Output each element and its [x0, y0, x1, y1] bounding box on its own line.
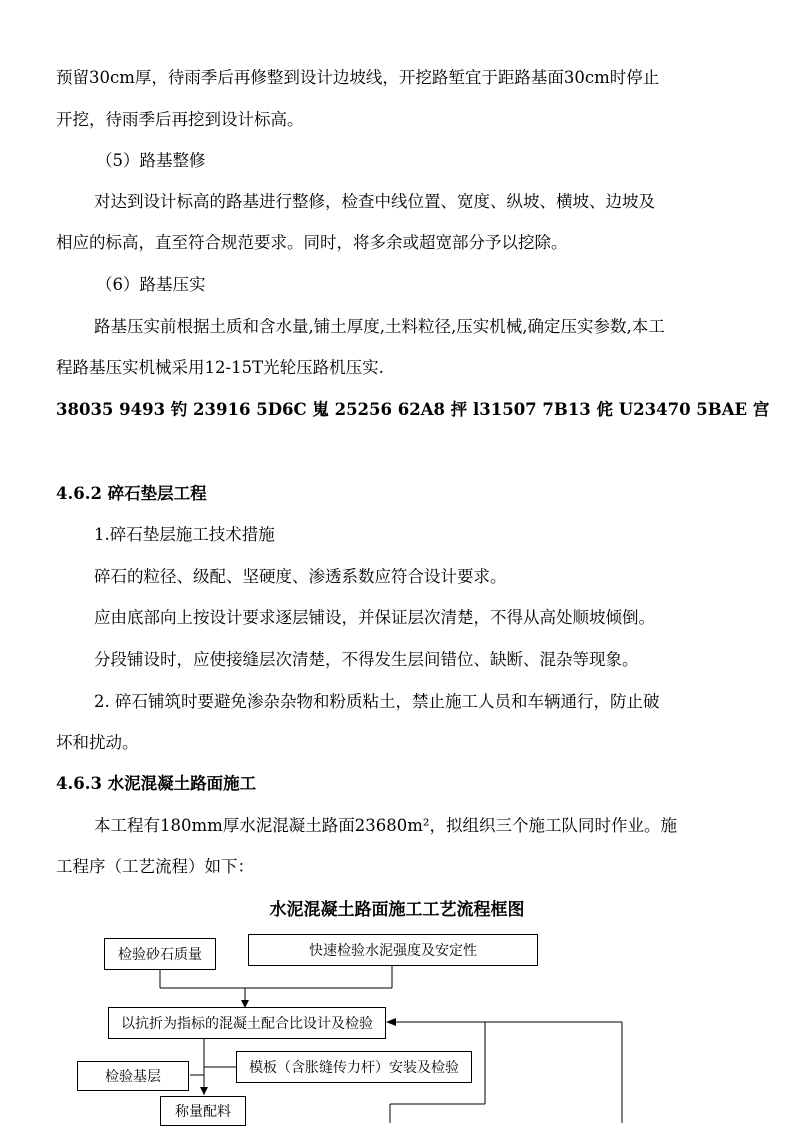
section-heading: （6）路基压实	[96, 275, 206, 294]
flow-box-formwork: 模板（含胀缝传力杆）安装及检验	[236, 1051, 472, 1083]
paragraph-line: 路基压实前根据土质和含水量,铺土厚度,土料粒径,压实机械,确定压实参数,本工	[94, 317, 665, 336]
paragraph-line: 分段铺设时，应使接缝层次清楚，不得发生层间错位、缺断、混杂等现象。	[94, 650, 639, 669]
subsection-title-463: 4.6.3 水泥混凝土路面施工	[56, 774, 257, 793]
paragraph-line: 开挖，待雨季后再挖到设计标高。	[56, 110, 304, 129]
flow-box-check-aggregate: 检验砂石质量	[104, 938, 216, 970]
subsection-title-462: 4.6.2 碎石垫层工程	[56, 484, 207, 503]
flow-box-weighing: 称量配料	[160, 1096, 246, 1126]
paragraph-line: 程路基压实机械采用12-15T光轮压路机压实.	[56, 358, 384, 377]
flow-box-cement-test: 快速检验水泥强度及安定性	[248, 934, 538, 966]
flow-box-mix-design: 以抗折为指标的混凝土配合比设计及检验	[108, 1007, 386, 1039]
paragraph-line: 本工程有180mm厚水泥混凝土路面23680m²，拟组织三个施工队同时作业。施	[94, 816, 678, 835]
flow-box-check-base: 检验基层	[77, 1061, 189, 1091]
paragraph-line: 碎石的粒径、级配、坚硬度、渗透系数应符合设计要求。	[94, 567, 507, 586]
paragraph-line: 1.碎石垫层施工技术措施	[94, 525, 275, 544]
paragraph-line: 工程序（工艺流程）如下：	[56, 857, 254, 876]
paragraph-line: 应由底部向上按设计要求逐层铺设，并保证层次清楚，不得从高处顺坡倾倒。	[94, 608, 655, 627]
paragraph-line: 坏和扰动。	[56, 733, 139, 752]
paragraph-line: 相应的标高，直至符合规范要求。同时，将多余或超宽部分予以挖除。	[56, 233, 568, 252]
paragraph-line: 预留30cm厚，待雨季后再修整到设计边坡线，开挖路堑宜于距路基面30cm时停止	[56, 68, 660, 87]
paragraph-line: 2. 碎石铺筑时要避免渗杂杂物和粉质粘土，禁止施工人员和车辆通行，防止破	[94, 692, 660, 711]
flowchart-title: 水泥混凝土路面施工工艺流程框图	[269, 900, 525, 920]
section-heading: （5）路基整修	[96, 151, 206, 170]
code-string-line: 38035 9493 钓 23916 5D6C 嵬 25256 62A8 抨 l31507 7B13 侂 U23470 5BAE 宫	[56, 400, 770, 419]
paragraph-line: 对达到设计标高的路基进行整修，检查中线位置、宽度、纵坡、横坡、边坡及	[94, 192, 655, 211]
